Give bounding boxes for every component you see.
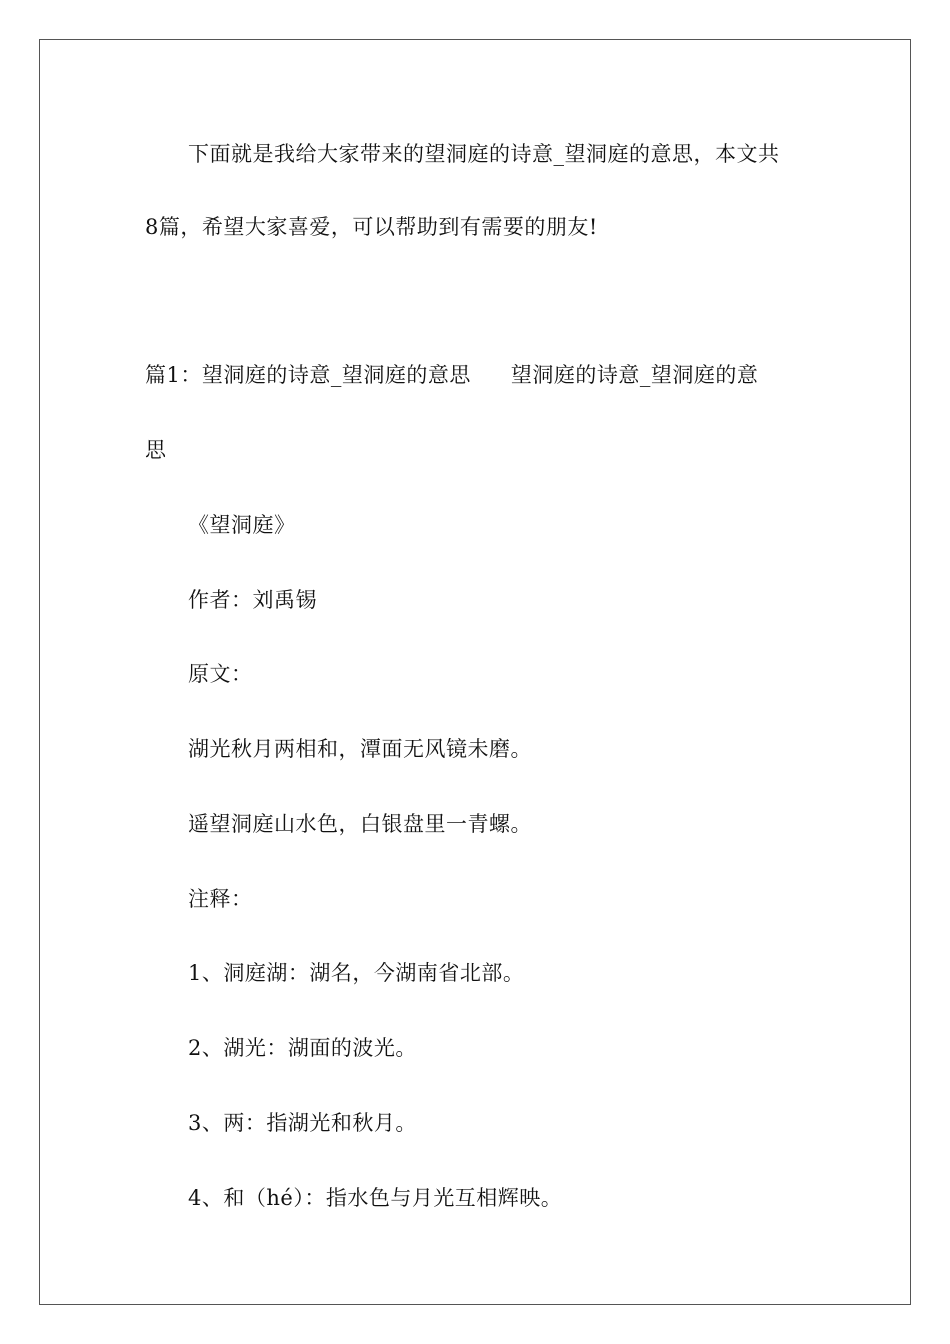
note-item: 3、两：指湖光和秋月。 xyxy=(188,1111,417,1135)
section-heading-subtitle: 望洞庭的诗意_望洞庭的意 xyxy=(510,363,759,387)
section-heading-title: 篇1：望洞庭的诗意_望洞庭的意思 xyxy=(145,363,471,387)
note-item: 1、洞庭湖：湖名，今湖南省北部。 xyxy=(188,961,525,985)
poem-verse-1: 湖光秋月两相和，潭面无风镜未磨。 xyxy=(188,737,532,761)
intro-line-2: 8篇，希望大家喜爱，可以帮助到有需要的朋友! xyxy=(145,215,598,239)
note-item: 2、湖光：湖面的波光。 xyxy=(188,1036,417,1060)
original-label: 原文： xyxy=(188,662,253,686)
section-heading-wrap: 思 xyxy=(145,438,167,462)
intro-line-1: 下面就是我给大家带来的望洞庭的诗意_望洞庭的意思，本文共 xyxy=(188,142,780,166)
poem-verse-2: 遥望洞庭山水色，白银盘里一青螺。 xyxy=(188,812,532,836)
section-heading xyxy=(145,361,758,389)
note-item: 4、和（hé）：指水色与月光互相辉映。 xyxy=(188,1186,563,1210)
notes-label: 注释： xyxy=(188,887,253,911)
poem-title: 《望洞庭》 xyxy=(188,513,296,537)
poem-author: 作者：刘禹锡 xyxy=(188,588,317,612)
